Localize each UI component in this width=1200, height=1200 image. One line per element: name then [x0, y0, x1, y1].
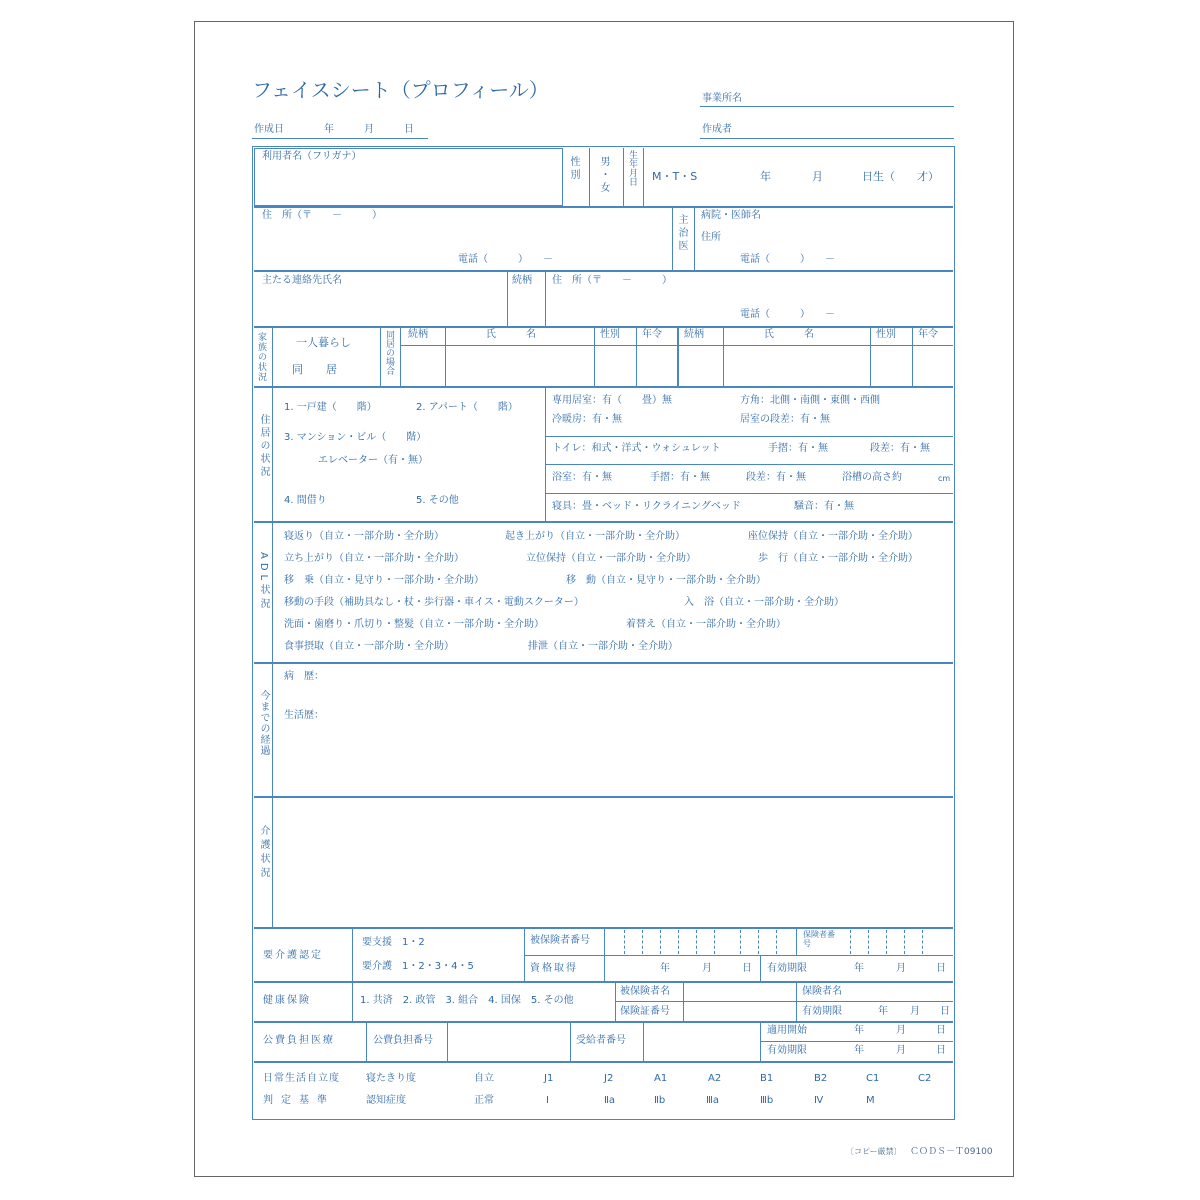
criteria-label: 判定基準: [263, 1095, 335, 1106]
bed-level-4: A2: [708, 1073, 722, 1084]
housing-opt2: 2. アパート（ 階）: [416, 402, 518, 413]
hospital-label: 病院・医師名: [701, 210, 761, 221]
bed-level-2: J2: [604, 1073, 614, 1084]
dem-level-4: Ⅲa: [706, 1095, 720, 1106]
qualified-day: 日: [742, 963, 752, 974]
toilet: トイレ：和式・洋式・ウォシュレット: [552, 443, 721, 454]
insured-number-label: 被保険者番号: [530, 935, 590, 946]
birth-day-age: 日生（ 才）: [862, 170, 939, 183]
together-option: 同 居: [292, 363, 343, 376]
contact-address-label: 住 所（〒 － ）: [552, 275, 672, 286]
public-fund-label: 公費負担医療: [263, 1035, 335, 1046]
dem-level-2: Ⅱa: [604, 1095, 616, 1106]
bed-level-0: 自立: [474, 1073, 494, 1084]
adl-sit-up: 起き上がり（自立・一部介助・全介助）: [505, 531, 685, 542]
adl-standing: 立位保持（自立・一部介助・全介助）: [526, 553, 696, 564]
housing-section-label: 住居の状況: [258, 414, 269, 479]
bed-level-6: B2: [814, 1073, 828, 1084]
bath: 浴室：有・無: [552, 472, 612, 483]
life-history: 生活歴：: [284, 710, 324, 721]
toilet-handrail: 手摺：有・無: [768, 443, 828, 454]
birth-year: 年: [760, 170, 771, 183]
insurer-number-label: 保険者番号: [803, 930, 835, 948]
care-section-label: 介護状況: [258, 825, 269, 881]
bed-level-8: C2: [918, 1073, 932, 1084]
office-underline: [700, 106, 954, 107]
public-valid-year: 年: [854, 1045, 864, 1056]
valid-year: 年: [854, 963, 864, 974]
bed-level-7: C1: [866, 1073, 880, 1084]
care-level: 要介護 1・2・3・4・5: [362, 961, 474, 972]
qualified-year: 年: [660, 963, 670, 974]
qualified-month: 月: [702, 963, 712, 974]
dem-level-6: Ⅳ: [814, 1095, 824, 1106]
gender-options: 男・女: [598, 156, 609, 195]
housing-opt5: 5. その他: [416, 495, 459, 506]
address-label: 住 所（〒 － ）: [262, 210, 382, 221]
cohabit-label: 同居の場合: [384, 330, 394, 375]
col-relation-2: 続柄: [684, 329, 704, 340]
adl-sitting: 座位保持（自立・一部介助・全介助）: [748, 531, 918, 542]
bedding: 寝具：畳・ベッド・リクライニングベッド: [552, 501, 741, 512]
phone: 電話（ ） －: [458, 254, 553, 265]
bed-level-1: J1: [544, 1073, 554, 1084]
author-label: 作成者: [702, 124, 732, 135]
history-section-label: 今までの経過: [258, 690, 269, 756]
insured-name-label: 被保険者名: [620, 986, 670, 997]
aircon: 冷暖房：有・無: [552, 414, 622, 425]
dementia-label: 認知症度: [366, 1095, 406, 1106]
public-valid-month: 月: [896, 1045, 906, 1056]
gender-label: 性別: [568, 156, 579, 182]
recipient-number-label: 受給者番号: [576, 1035, 626, 1046]
valid-day: 日: [936, 963, 946, 974]
public-valid-day: 日: [936, 1045, 946, 1056]
dem-level-0: 正常: [474, 1095, 494, 1106]
adl-bathing: 入 浴（自立・一部介助・全介助）: [684, 597, 844, 608]
housing-opt1: 1. 一戸建（ 階）: [284, 402, 377, 413]
birth-month: 月: [812, 170, 823, 183]
dem-level-5: Ⅲb: [760, 1095, 774, 1106]
cert-number-label: 保険証番号: [620, 1006, 670, 1017]
era: M・T・S: [652, 170, 698, 183]
date-underline: [252, 138, 428, 139]
col-gender-2: 性別: [876, 329, 896, 340]
housing-opt4: 4. 間借り: [284, 495, 327, 506]
form-code: ＣＯＤＳ－Ｔ09100: [910, 1147, 993, 1157]
adl-dressing: 着替え（自立・一部介助・全介助）: [626, 619, 786, 630]
author-underline: [700, 138, 954, 139]
created-date: 作成日 年 月 日: [254, 124, 414, 135]
bed-level-5: B1: [760, 1073, 774, 1084]
health-insurance-options: 1. 共済 2. 政管 3. 組合 4. 国保 5. その他: [360, 995, 574, 1006]
health-insurance-label: 健康保険: [263, 995, 311, 1006]
dem-level-7: M: [866, 1095, 875, 1106]
start-month: 月: [896, 1025, 906, 1036]
valid-month: 月: [896, 963, 906, 974]
birth-label: 生年月日: [627, 150, 637, 186]
medical-history: 病 歴：: [284, 671, 324, 682]
adl-means: 移動の手段（補助具なし・杖・歩行器・車イス・電動スクーター）: [284, 597, 584, 608]
adl-grooming: 洗面・歯磨り・爪切り・整髪（自立・一部介助・全介助）: [284, 619, 544, 630]
housing-elevator: エレベーター（有・無）: [318, 455, 428, 466]
adl-walking: 歩 行（自立・一部介助・全介助）: [758, 553, 918, 564]
tub-unit: cm: [938, 474, 951, 483]
start-day: 日: [936, 1025, 946, 1036]
family-section-label: 家族の状況: [256, 332, 266, 382]
doctor-label: 主治医: [676, 214, 687, 253]
qualified-label: 資格取得: [530, 963, 578, 974]
bed-level-3: A1: [654, 1073, 668, 1084]
col-age-1: 年令: [642, 329, 662, 340]
col-relation-1: 続柄: [408, 329, 428, 340]
cert-valid-day: 日: [940, 1006, 950, 1017]
contact-phone: 電話（ ） －: [740, 309, 835, 320]
col-name-2: 氏 名: [764, 329, 814, 340]
col-gender-1: 性別: [600, 329, 620, 340]
contact-label: 主たる連絡先氏名: [262, 275, 342, 286]
room-step: 居室の段差：有・無: [740, 414, 830, 425]
bath-step: 段差：有・無: [746, 472, 806, 483]
cert-valid-label: 有効期限: [802, 1006, 842, 1017]
adl-transfer: 移 乗（自立・見守り・一部介助・全介助）: [284, 575, 484, 586]
adl-section-label: ADL状況: [258, 552, 269, 613]
relation-label: 続柄: [512, 275, 532, 286]
dem-level-1: Ⅰ: [546, 1095, 549, 1106]
direction: 方角：北側・南側・東側・西側: [740, 395, 880, 406]
adl-moving: 移 動（自立・見守り・一部介助・全介助）: [566, 575, 766, 586]
col-name-1: 氏 名: [486, 329, 536, 340]
adl-excretion: 排泄（自立・一部介助・全介助）: [528, 641, 678, 652]
cert-valid-month: 月: [910, 1006, 920, 1017]
col-age-2: 年令: [918, 329, 938, 340]
doctor-address: 住所: [701, 232, 721, 243]
support-level: 要支援 1・2: [362, 937, 425, 948]
public-valid-label: 有効期限: [767, 1045, 807, 1056]
office-label: 事業所名: [702, 93, 742, 104]
start-label: 適用開始: [767, 1025, 807, 1036]
care-cert-label: 要介護認定: [263, 950, 323, 961]
alone-option: 一人暮らし: [296, 336, 351, 349]
tub-height: 浴槽の高さ約: [842, 472, 902, 483]
page-title: フェイスシート（プロフィール）: [252, 78, 549, 102]
adl-stand-up: 立ち上がり（自立・一部介助・全介助）: [284, 553, 464, 564]
bath-handrail: 手摺：有・無: [650, 472, 710, 483]
private-room: 専用居室：有（ 畳）無: [552, 395, 672, 406]
start-year: 年: [854, 1025, 864, 1036]
housing-opt3: 3. マンション・ビル（ 階）: [284, 432, 427, 443]
independence-label: 日常生活自立度: [263, 1073, 340, 1084]
doctor-phone: 電話（ ） －: [740, 254, 835, 265]
adl-sleep-turn: 寝返り（自立・一部介助・全介助）: [284, 531, 444, 542]
cert-valid-year: 年: [878, 1006, 888, 1017]
name-label: 利用者名（フリガナ）: [262, 151, 362, 162]
public-number-label: 公費負担番号: [373, 1035, 433, 1046]
bedridden-label: 寝たきり度: [366, 1073, 416, 1084]
toilet-step: 段差：有・無: [870, 443, 930, 454]
dem-level-3: Ⅱb: [654, 1095, 666, 1106]
adl-eating: 食事摂取（自立・一部介助・全介助）: [284, 641, 454, 652]
copy-notice: 〔コピー厳禁〕: [846, 1147, 902, 1156]
noise: 騒音：有・無: [794, 501, 854, 512]
insurer-name-label: 保険者名: [802, 986, 842, 997]
valid-period-label: 有効期限: [767, 963, 807, 974]
